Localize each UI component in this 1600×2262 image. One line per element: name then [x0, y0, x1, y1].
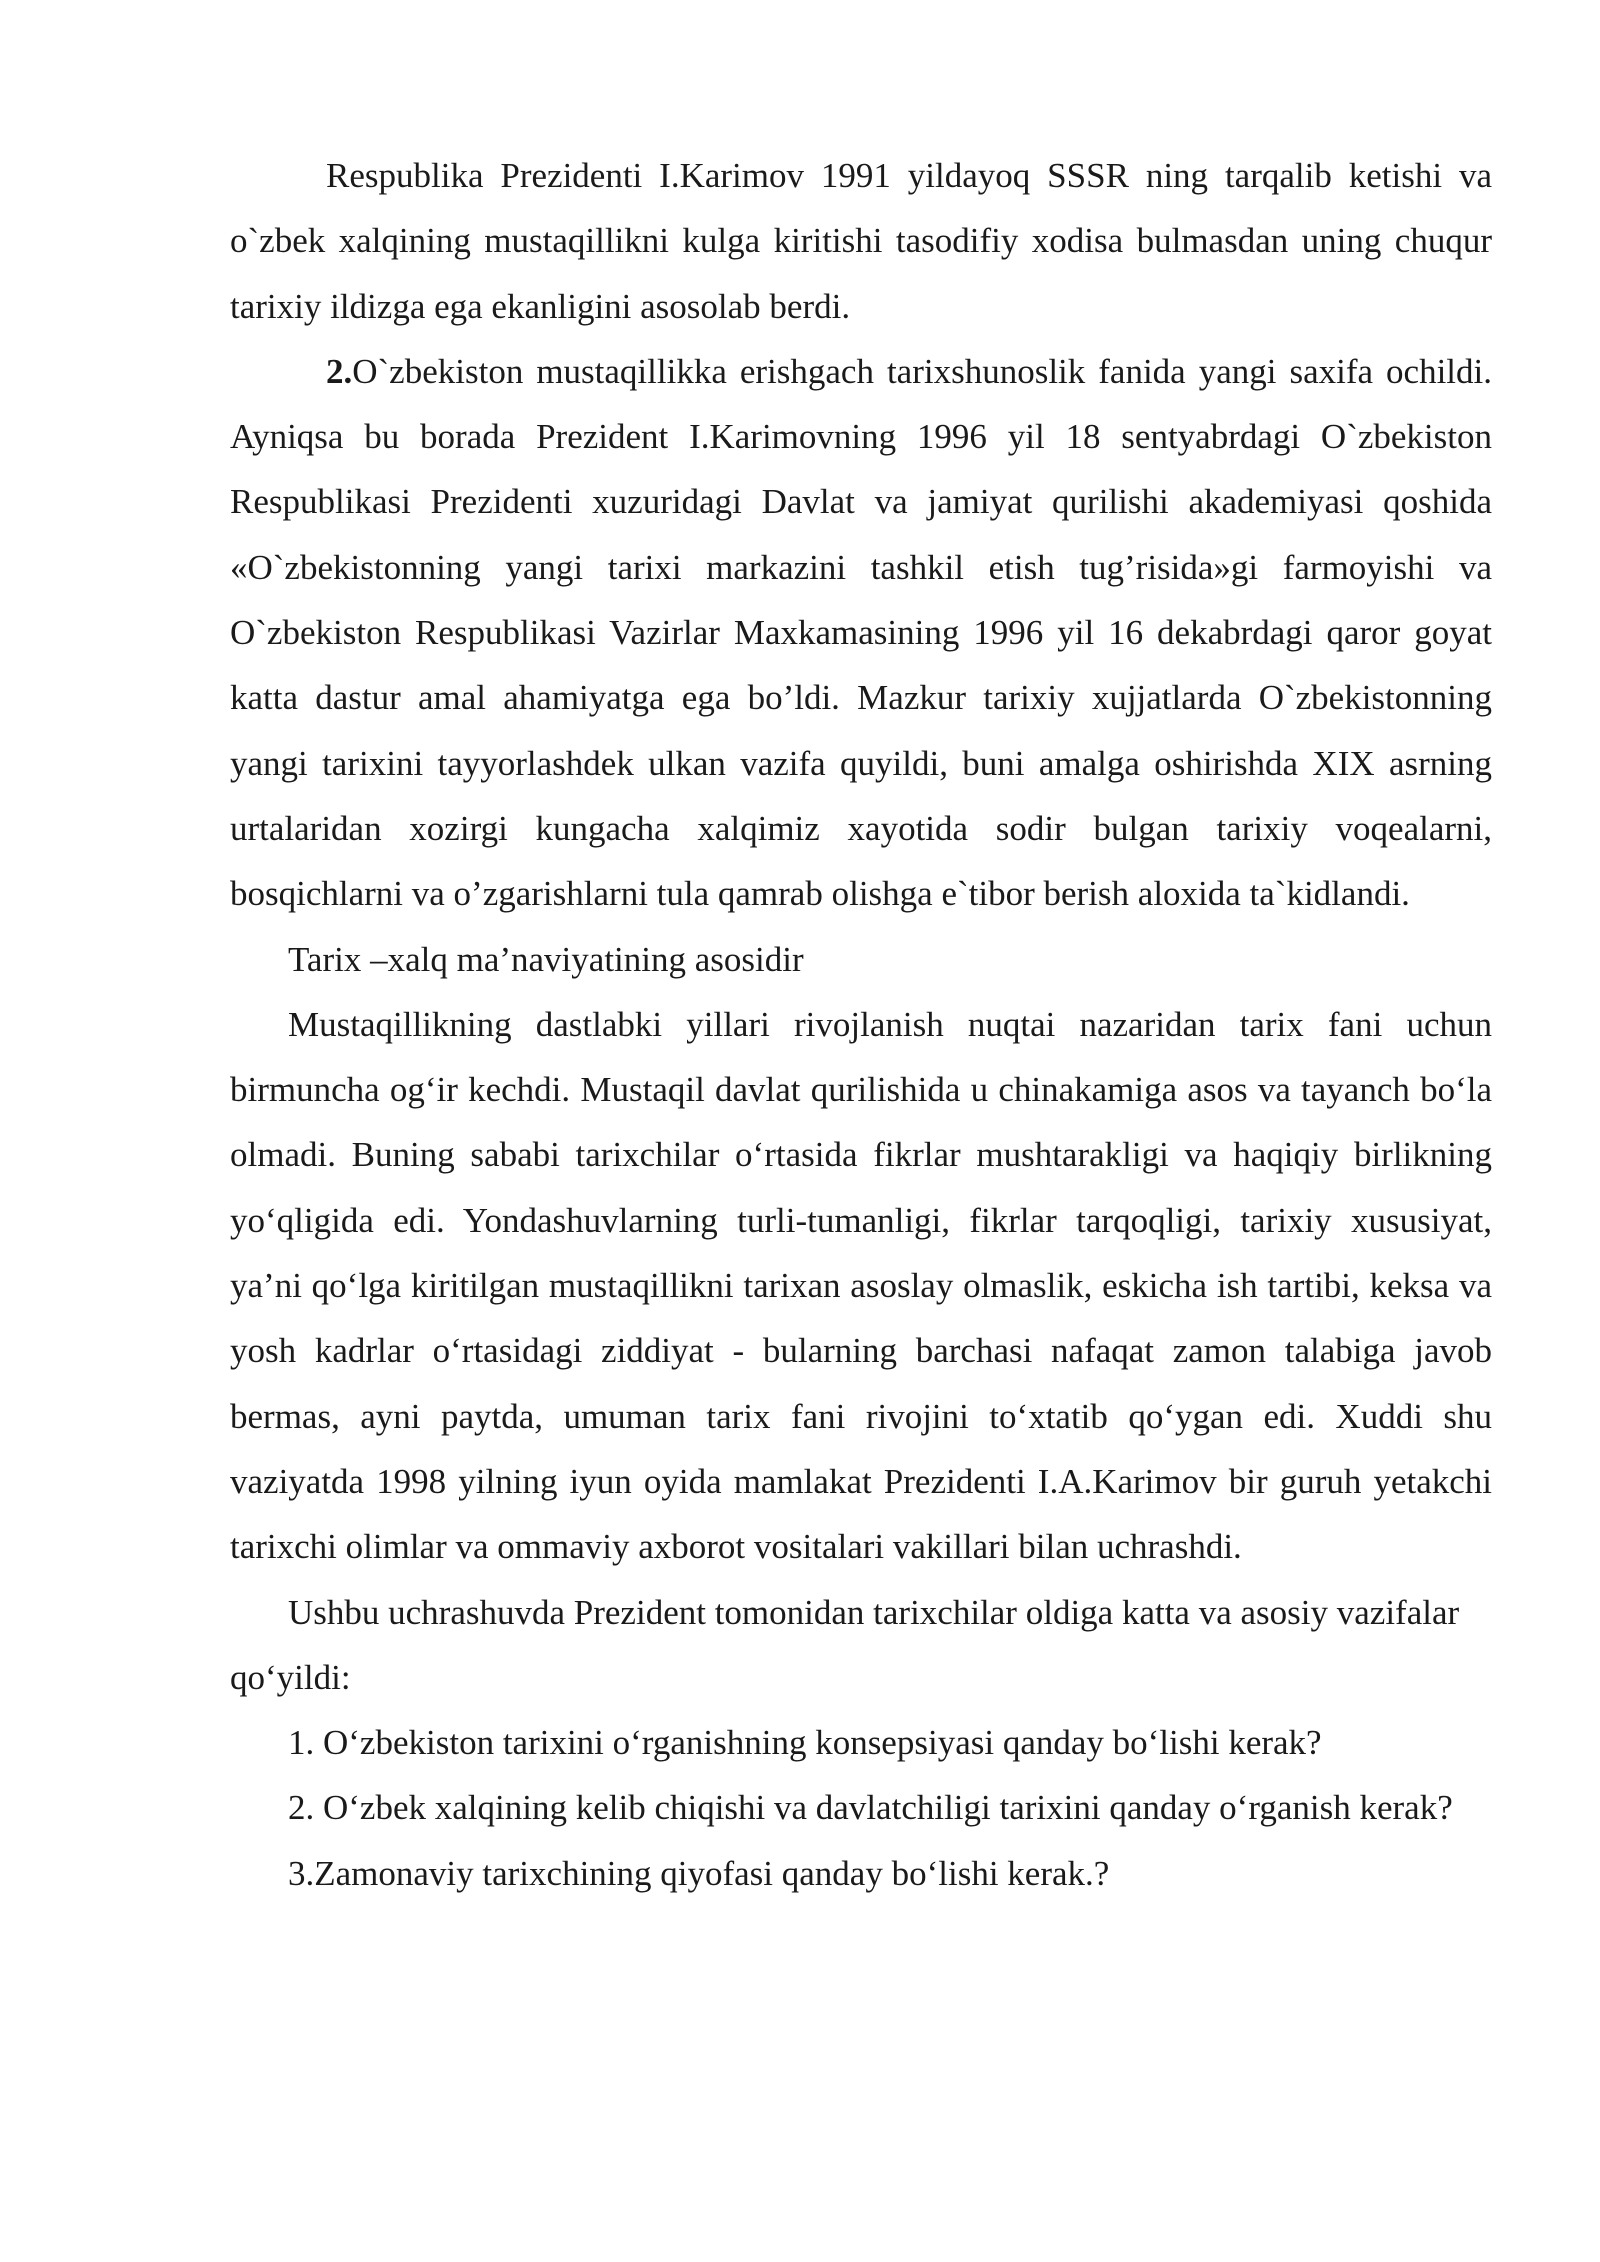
list-item-3: 3.Zamonaviy tarixchining qiyofasi qanday bo‘lishi kerak.? [288, 1853, 1110, 1893]
paragraph-heading: Tarix –xalq ma’naviyatining asosidir [288, 939, 804, 979]
section-2-text: O`zbekiston mustaqillikka erishgach tarixshunoslik fanida yangi saxifa ochildi. Ayniqsa bu borada Prezident I.Karimovning 1996 yil 18 sentyabrdagi O`zbekiston Respublikasi Prezidenti xuzuridagi Davlat va jamiyat qurilishi akademiyasi qoshida «O`zbekistonning yangi tarixi markazini tashkil etish tug’risida»gi farmoyishi va O`zbekiston Respublikasi Vazirlar Maxkamasining 1996 yil 16 dekabrdagi qaror goyat katta dastur amal ahamiyatga ega bo’ldi. Mazkur tarixiy xujjatlarda O`zbekistonning yangi tarixini tayyorlashdek ulkan vazifa quyildi, buni amalga oshirishda XIX asrning urtalaridan xozirgi kungacha xalqimiz xayotida sodir bulgan tarixiy voqealarni, bosqichlarni va o’zgarishlarni tula qamrab olishga e`tibor berish aloxida ta`kidlandi. [230, 351, 1492, 914]
list-item-1: 1. O‘zbekiston tarixini o‘rganishning konsepsiyasi qanday bo‘lishi kerak? [288, 1723, 1322, 1763]
paragraph-section-2 [230, 339, 1492, 927]
paragraph-meeting: Ushbu uchrashuvda Prezident tomonidan tarixchilar oldiga katta va asosiy vazifalar qo‘yildi: [230, 1592, 1460, 1697]
paragraph-intro: Respublika Prezidenti I.Karimov 1991 yildayoq SSSR ning tarqalib ketishi va o`zbek xalqining mustaqillikni kulga kiritishi tasodifiy xodisa bulmasdan uning chuqur tarixiy ildizga ega ekanligini asosolab berdi. [230, 156, 1492, 326]
section-number: 2. [326, 351, 353, 391]
list-item-2: 2. O‘zbek xalqining kelib chiqishi va davlatchiligi tarixini qanday o‘rganish kerak? [288, 1788, 1453, 1828]
paragraph-history: Mustaqillikning dastlabki yillari rivojlanish nuqtai nazaridan tarix fani uchun birmuncha og‘ir kechdi. Mustaqil davlat qurilishida u chinakamiga asos va tayanch bo‘la olmadi. Buning sababi tarixchilar o‘rtasida fikrlar mushtarakligi va haqiqiy birlikning yo‘qligida edi. Yondashuvlarning turli-tumanligi, fikrlar tarqoqligi, tarixiy xususiyat, ya’ni qo‘lga kiritilgan mustaqillikni tarixan asoslay olmaslik, eskicha ish tartibi, keksa va yosh kadrlar o‘rtasidagi ziddiyat - bularning barchasi nafaqat zamon talabiga javob bermas, ayni paytda, umuman tarix fani rivojini to‘xtatib qo‘ygan edi. Xuddi shu vaziyatda 1998 yilning iyun oyida mamlakat Prezidenti I.A.Karimov bir guruh yetakchi tarixchi olimlar va ommaviy axborot vositalari vakillari bilan uchrashdi. [230, 1004, 1492, 1567]
document-page [230, 143, 1492, 1906]
